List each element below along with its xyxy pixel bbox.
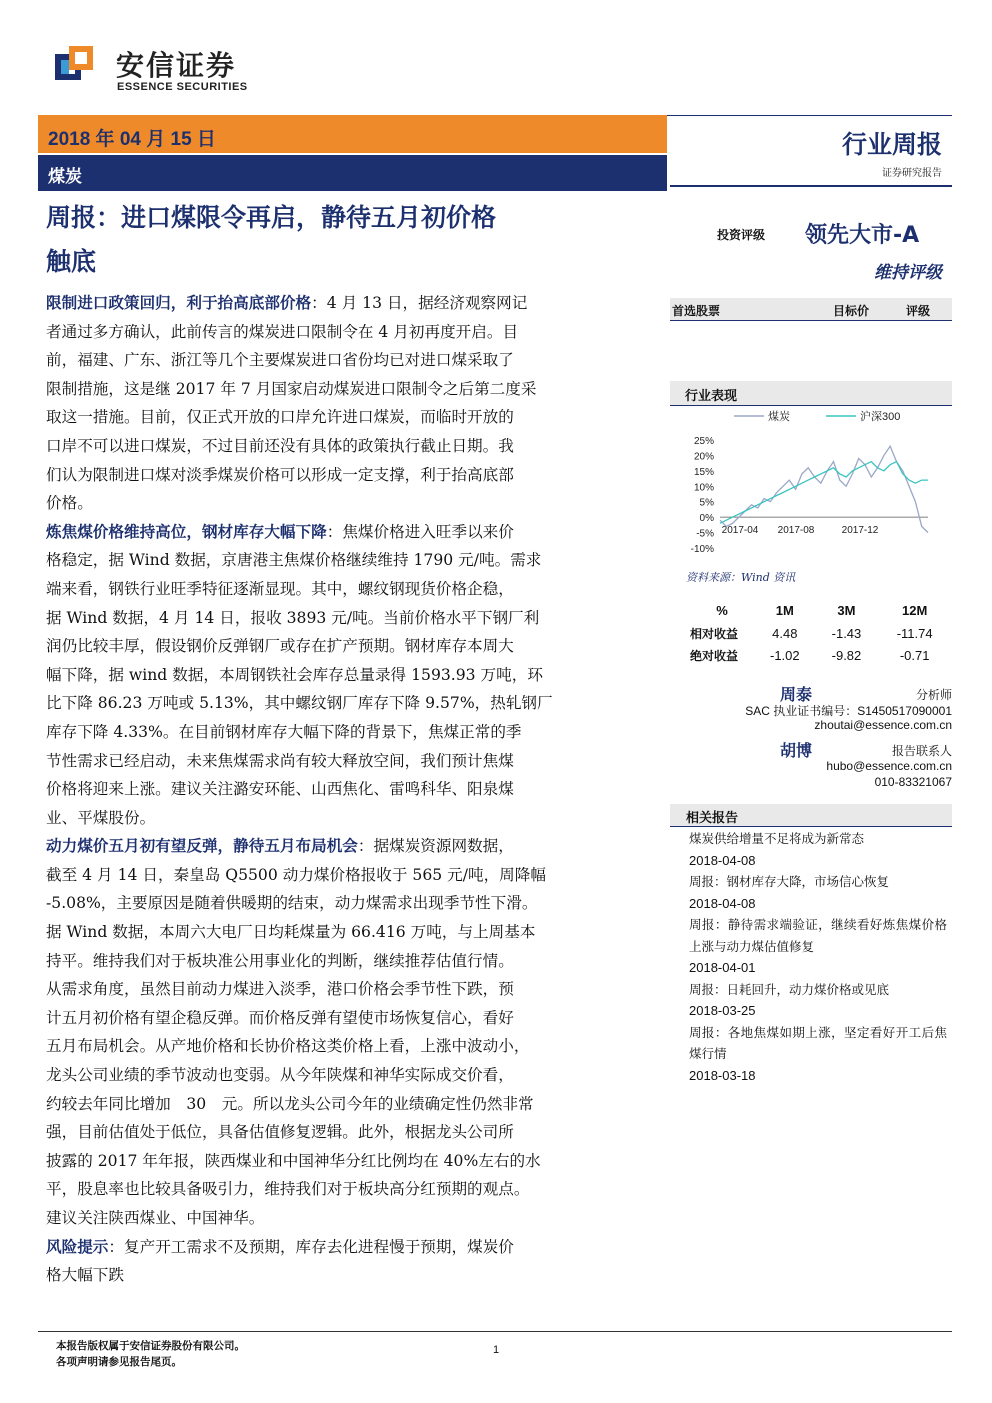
related-item-date: 2018-04-01 bbox=[689, 960, 756, 975]
line-text: 者通过多方确认，此前传言的煤炭进口限制令在 4 月初再度开启。目 bbox=[46, 322, 519, 341]
y-tick-label: 0% bbox=[699, 513, 714, 525]
line-text: 五月布局机会。从产地价格和长协价格这类价格上看，上涨中波动小， bbox=[46, 1037, 530, 1056]
paragraph-line bbox=[46, 1147, 646, 1176]
paragraph-line bbox=[46, 575, 646, 604]
paragraph-line bbox=[46, 889, 646, 918]
related-item[interactable] bbox=[689, 871, 947, 914]
line-text: 价格将迎来上涨。建议关注潞安环能、山西焦化、雷鸣科华、阳泉煤 bbox=[46, 780, 514, 799]
line-text: 业、平煤股份。 bbox=[46, 808, 156, 827]
right-header-line bbox=[670, 185, 952, 187]
analyst-2-name: 胡博 bbox=[780, 741, 813, 760]
table-row bbox=[690, 644, 952, 666]
x-tick-label: 2017-04 bbox=[721, 525, 759, 537]
line-text: 节性需求已经启动，未来焦煤需求尚有较大释放空间，我们预计焦煤 bbox=[46, 751, 514, 770]
legend-label: 煤炭 bbox=[768, 411, 790, 423]
paragraph-line bbox=[46, 403, 646, 432]
paragraph-line bbox=[46, 432, 646, 461]
analyst-2-role: 报告联系人 bbox=[891, 744, 952, 758]
footer-disclaimer: 各项声明请参见报告尾页。 bbox=[56, 1356, 182, 1368]
related-item-date: 2018-03-18 bbox=[689, 1067, 756, 1083]
line-text: 从需求角度，虽然目前动力煤进入淡季，港口价格会季节性下跌，预 bbox=[46, 980, 514, 999]
line-text: 强，目前估值处于低位，具备估值修复逻辑。此外，根据龙头公司所 bbox=[46, 1123, 514, 1142]
paragraph-line bbox=[46, 604, 646, 633]
line-text: 建议关注陕西煤业、中国神华。 bbox=[46, 1209, 265, 1227]
sector-bar bbox=[38, 155, 667, 191]
report-title bbox=[46, 196, 666, 284]
paragraph-line bbox=[46, 1061, 646, 1090]
top-divider bbox=[667, 115, 952, 116]
paragraph-line bbox=[46, 632, 646, 661]
perf-header-cell: 1M bbox=[775, 602, 794, 618]
performance-table bbox=[690, 598, 952, 666]
analyst-1-name: 周泰 bbox=[780, 685, 813, 704]
perf-cell: -11.74 bbox=[896, 625, 933, 641]
paragraph-line bbox=[46, 975, 646, 1004]
paragraph-line bbox=[46, 318, 646, 347]
logo-subtitle: ESSENCE SECURITIES bbox=[117, 81, 248, 93]
y-tick-label: -10% bbox=[690, 544, 714, 555]
line-text: 取这一措施。目前，仅正式开放的口岸允许进口煤炭，而临时开放的 bbox=[46, 408, 514, 427]
line-text: 幅下降，据 wind 数据，本周钢铁社会库存总量录得 1593.93 万吨，环 bbox=[46, 665, 543, 684]
x-tick-label: 2017-08 bbox=[777, 525, 815, 537]
paragraph-line bbox=[46, 747, 646, 776]
line-text: 端来看，钢铁行业旺季特征逐渐显现。其中，螺纹钢现货价格企稳， bbox=[46, 579, 514, 598]
paragraph-line bbox=[46, 346, 646, 375]
logo-mark-icon bbox=[55, 44, 95, 86]
paragraph-line bbox=[46, 518, 646, 547]
page-number: 1 bbox=[493, 1344, 500, 1356]
paragraph-line bbox=[46, 718, 646, 747]
related-item-date: 2018-03-25 bbox=[689, 1003, 756, 1018]
related-list bbox=[689, 828, 947, 1086]
paragraph bbox=[46, 518, 646, 833]
performance-title: 行业表现 bbox=[685, 389, 738, 404]
report-subtype: 证券研究报告 bbox=[882, 168, 942, 179]
paragraph-line bbox=[46, 832, 646, 861]
logo bbox=[55, 44, 95, 86]
table-row bbox=[690, 622, 952, 644]
related-item-date: 2018-04-08 bbox=[689, 852, 756, 868]
title-line-1: 周报：进口煤限令再启，静待五月初价格 bbox=[46, 203, 497, 232]
paragraph-line bbox=[46, 1118, 646, 1147]
paragraph-line bbox=[46, 1032, 646, 1061]
related-item-title: 周报：日耗回升，动力煤价格或见底 bbox=[689, 981, 890, 997]
related-item-date: 2018-04-08 bbox=[689, 895, 756, 911]
paragraph-line bbox=[46, 861, 646, 890]
perf-row-label: 相对收益 bbox=[690, 626, 739, 641]
related-item-title: 周报：各地焦煤如期上涨，坚定看好开工后焦煤行情 bbox=[689, 1024, 947, 1061]
paragraph-line bbox=[46, 804, 646, 833]
legend-label: 沪深300 bbox=[860, 411, 901, 423]
line-text: 格大幅下跌 bbox=[46, 1266, 124, 1285]
line-text: 龙头公司业绩的季节波动也变弱。从今年陕煤和神华实际成交价看， bbox=[46, 1066, 514, 1085]
perf-cell: 4.48 bbox=[772, 625, 798, 641]
analyst-2-phone: 010-83321067 bbox=[874, 775, 952, 789]
body-text bbox=[46, 289, 646, 1290]
x-tick-label: 2017-12 bbox=[841, 525, 879, 537]
sector-name: 煤炭 bbox=[48, 167, 82, 187]
paragraph-line bbox=[46, 689, 646, 718]
related-item-title: 煤炭供给增量不足将成为新常态 bbox=[689, 831, 865, 846]
line-text: 润仍比较丰厚，假设钢价反弹钢厂或存在扩产预期。钢材库存本周大 bbox=[46, 637, 514, 656]
y-tick-label: 15% bbox=[693, 466, 714, 478]
title-line-2: 触底 bbox=[46, 247, 97, 276]
line-text: 库存下降 4.33%。在目前钢材库存大幅下降的背景下，焦煤正常的季 bbox=[46, 722, 522, 741]
lead-separator: ： bbox=[357, 837, 374, 856]
paragraph bbox=[46, 289, 646, 518]
paragraph-line bbox=[46, 918, 646, 947]
rating-note: 维持评级 bbox=[874, 263, 942, 283]
picks-col-target: 目标价 bbox=[833, 304, 870, 318]
paragraph bbox=[46, 832, 646, 1232]
line-text: -5.08%，主要原因是随着供暖期的结束，动力煤需求出现季节性下滑。 bbox=[46, 894, 538, 913]
analyst-1-cert: SAC 执业证书编号：S1450517090001 bbox=[745, 704, 952, 718]
lead-separator: ： bbox=[108, 1237, 124, 1256]
line-text: 计五月初价格有望企稳反弹。而价格反弹有望使市场恢复信心，看好 bbox=[46, 1008, 514, 1027]
paragraph-line bbox=[46, 1090, 646, 1119]
related-item[interactable] bbox=[689, 1022, 947, 1087]
line-text: 限制措施，这是继 2017 年 7 月国家启动煤炭进口限制令之后第二度采 bbox=[46, 379, 537, 398]
line-text: 截至 4 月 14 日，秦皇岛 Q5500 动力煤价格报收于 565 元/吨，周降幅 bbox=[46, 865, 546, 884]
perf-cell: -1.43 bbox=[831, 625, 862, 641]
paragraph-line bbox=[46, 661, 646, 690]
line-text: 据 Wind 数据，4 月 14 日，报收 3893 元/吨。当前价格水平下钢厂利 bbox=[46, 608, 540, 627]
related-item[interactable] bbox=[689, 979, 947, 1022]
line-text: 比下降 86.23 万吨或 5.13%，其中螺纹钢厂库存下降 9.57%，热轧钢厂 bbox=[46, 694, 553, 713]
paragraph-line bbox=[46, 1004, 646, 1033]
lead-separator: ： bbox=[311, 294, 327, 312]
related-item[interactable] bbox=[689, 828, 947, 871]
related-item[interactable] bbox=[689, 914, 947, 979]
line-text: 价格。 bbox=[46, 494, 93, 513]
paragraph-line bbox=[46, 1261, 646, 1290]
paragraph-line bbox=[46, 461, 646, 490]
y-tick-label: 10% bbox=[693, 482, 714, 494]
line-text: 披露的 2017 年年报，陕西煤业和中国神华分红比例均在 40%左右的水 bbox=[46, 1151, 541, 1170]
perf-header-cell: 3M bbox=[837, 602, 856, 618]
perf-header-cell: % bbox=[716, 602, 728, 618]
line-text: 格稳定，据 Wind 数据，京唐港主焦煤价格继续维持 1790 元/吨。需求 bbox=[46, 551, 542, 570]
line-text: 持平。维持我们对于板块准公用事业化的判断，继续推荐估值行情。 bbox=[46, 951, 514, 970]
y-tick-label: 5% bbox=[699, 497, 714, 509]
line-text: 约较去年同比增加 30 元。所以龙头公司今年的业绩确定性仍然非常 bbox=[46, 1094, 534, 1113]
series-line bbox=[720, 446, 928, 532]
paragraph-line bbox=[46, 289, 646, 318]
logo-name: 安信证券 bbox=[116, 49, 237, 82]
perf-cell: -0.71 bbox=[899, 647, 930, 663]
line-text: 平，股息率也比较具备吸引力，维持我们对于板块高分红预期的观点。 bbox=[46, 1180, 530, 1199]
paragraph-lead: 动力煤价五月初有望反弹，静待五月布局机会 bbox=[46, 837, 358, 856]
paragraph-line bbox=[46, 1175, 646, 1204]
perf-cell: -9.82 bbox=[831, 647, 862, 663]
paragraph-line bbox=[46, 1204, 646, 1233]
perf-cell: -1.02 bbox=[770, 647, 800, 663]
line-text: 口岸不可以进口煤炭，不过目前还没有具体的政策执行截止日期。我 bbox=[46, 436, 514, 455]
line-text: 焦煤价格进入旺季以来价 bbox=[342, 522, 514, 541]
line-text: 4 月 13 日，据经济观察网记 bbox=[326, 294, 528, 312]
y-tick-label: -5% bbox=[696, 528, 714, 540]
line-text: 据 Wind 数据，本周六大电厂日均耗煤量为 66.416 万吨，与上周基本 bbox=[46, 923, 536, 942]
report-type: 行业周报 bbox=[841, 130, 942, 159]
paragraph-line bbox=[46, 489, 646, 518]
analyst-2-email[interactable]: hubo@essence.com.cn bbox=[826, 759, 952, 773]
rating-value: 领先大市-A bbox=[805, 223, 920, 248]
performance-source: 资料来源：Wind 资讯 bbox=[686, 571, 796, 584]
paragraph bbox=[46, 1233, 646, 1290]
line-text: 前，福建、广东、浙江等几个主要煤炭进口省份均已对进口煤采取了 bbox=[46, 351, 514, 370]
series-line bbox=[720, 462, 928, 524]
performance-table-header bbox=[690, 598, 952, 622]
line-text: 们认为限制进口煤对淡季煤炭价格可以形成一定支撑，利于抬高底部 bbox=[46, 465, 514, 484]
rating-label: 投资评级 bbox=[717, 228, 766, 242]
y-tick-label: 25% bbox=[693, 436, 714, 447]
analyst-1-role: 分析师 bbox=[915, 688, 952, 702]
lead-separator: ： bbox=[326, 522, 343, 541]
related-item-title: 周报：钢材库存大降，市场信心恢复 bbox=[689, 874, 890, 889]
report-date: 2018 年 04 月 15 日 bbox=[48, 129, 216, 150]
perf-header-cell: 12M bbox=[901, 602, 928, 618]
paragraph-line bbox=[46, 947, 646, 976]
picks-col-rating: 评级 bbox=[906, 304, 931, 318]
paragraph-lead: 风险提示 bbox=[46, 1237, 109, 1256]
perf-row-label: 绝对收益 bbox=[690, 648, 739, 663]
footer-copyright: 本报告版权属于安信证券股份有限公司。 bbox=[56, 1340, 245, 1352]
picks-col-stock: 首选股票 bbox=[672, 304, 721, 318]
paragraph-line bbox=[46, 775, 646, 804]
paragraph-lead: 限制进口政策回归，利于抬高底部价格 bbox=[46, 294, 312, 312]
paragraph-line bbox=[46, 546, 646, 575]
y-tick-label: 20% bbox=[693, 451, 714, 463]
paragraph-line bbox=[46, 375, 646, 404]
line-text: 复产开工需求不及预期，库存去化进程慢于预期，煤炭价 bbox=[124, 1237, 514, 1256]
line-text: 据煤炭资源网数据， bbox=[373, 837, 514, 856]
analyst-1-email[interactable]: zhoutai@essence.com.cn bbox=[814, 718, 952, 732]
related-item-title: 周报：静待需求端验证，继续看好炼焦煤价格上涨与动力煤估值修复 bbox=[689, 917, 947, 954]
footer-line bbox=[38, 1331, 952, 1332]
performance-chart bbox=[676, 404, 952, 564]
related-title: 相关报告 bbox=[686, 811, 739, 826]
paragraph-lead: 炼焦煤价格维持高位，钢材库存大幅下降 bbox=[46, 522, 327, 541]
paragraph-line bbox=[46, 1233, 646, 1262]
